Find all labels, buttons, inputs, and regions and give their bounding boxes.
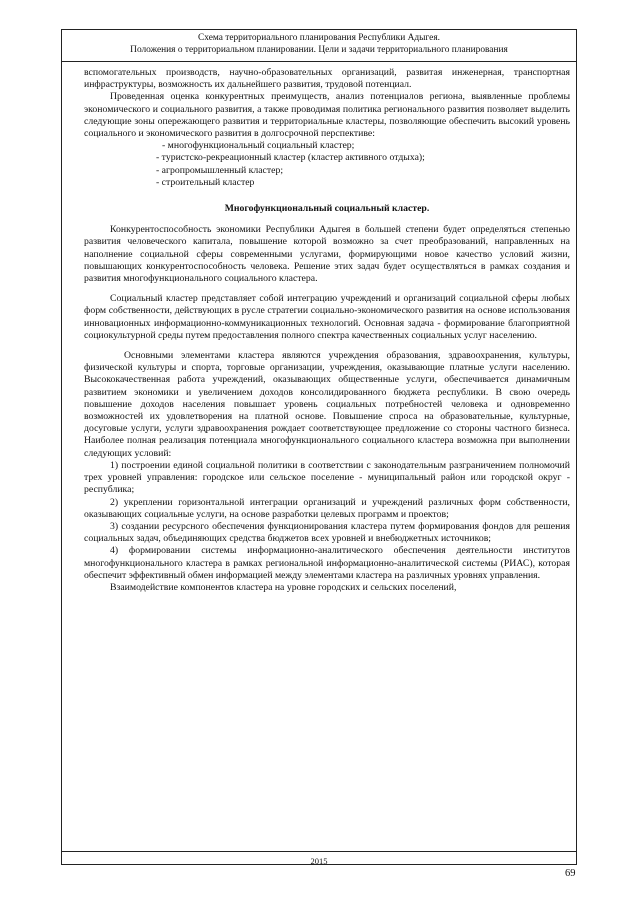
cluster-item: - многофункциональный социальный кластер; xyxy=(162,140,355,152)
paragraph-continuation: вспомогательных производств, научно-образовательных организаций, развитая инженерная, транспортная инфраструктуры, возможность их дальнейшего развития, трудовой потенциал. xyxy=(84,67,570,91)
cluster-item: - строительный кластер xyxy=(156,176,255,188)
paragraph-assessment: Проведенная оценка конкурентных преимуществ, анализ потенциалов региона, выявленные проблемы экономического и социального развития, а также проводимая политика регионального развития позволяет выделить следующие зоны опережающего развития и территориальные кластеры, позволяющие обеспечить высокий уровень социального и экономического развития в долгосрочной перспективе: xyxy=(84,91,570,140)
cluster-item: - агропромышленный кластер; xyxy=(156,164,284,176)
condition-item: 2) укреплении горизонтальной интеграции организаций и учреждений различных форм собственности, оказывающих социальные услуги, на основе разработки целевых программ и проектов; xyxy=(84,496,570,520)
cluster-list xyxy=(84,140,570,189)
header-rule xyxy=(61,61,577,62)
section-heading: Многофункциональный социальный кластер. xyxy=(224,203,430,215)
footer-rule xyxy=(61,851,577,852)
header-line-1: Схема территориального планирования Республики Адыгея. xyxy=(198,33,440,43)
paragraph-elements: Основными элементами кластера являются учреждения образования, здравоохранения, культуры, физической культуры и спорта, торговые организации, учреждения, оказывающие платные услуги населению. Высококачественная работа учреждений, оказывающих общественные услуги, обеспечивается динамичным развитием экономики и увеличением доходов консолидированного бюджета республики. В свою очередь повышение доходов населения повышает уровень социальных потребностей человека и одновременно возможностей их удовлетворения на платной основе. Повышение спроса на образовательные, культурные, досуговые услуги, услуги здравоохранения рождает соответствующее предложение со стороны частного бизнеса. Наиболее полная реализация потенциала многофункционального социального кластера возможна при выполнении следующих условий: xyxy=(84,350,570,459)
condition-item: 1) построении единой социальной политики в соответствии с законодательным разграничением полномочий трех уровней управления: городское или сельское поселение - муниципальный район или городской округ - республика; xyxy=(84,459,570,496)
page-body xyxy=(84,67,570,594)
paragraph-interaction: Взаимодействие компонентов кластера на уровне городских и сельских поселений, xyxy=(110,581,457,593)
running-header xyxy=(61,32,577,56)
cluster-item: - туристско-рекреационный кластер (кластер активного отдыха); xyxy=(156,152,425,164)
condition-item: 3) создании ресурсного обеспечения функционирования кластера путем формирования фондов для решения социальных задач, объединяющих средства бюджетов всех уровней и внебюджетных источников; xyxy=(84,520,570,545)
paragraph-social-cluster: Социальный кластер представляет собой интеграцию учреждений и организаций социальной сферы любых форм собственности, действующих в русле стратегии социально-экономического развития на основе использования инновационных информационно-коммуникационных технологий. Основная задача - формирование благоприятной социокультурной среды путем предоставления полного спектра качественных социальных услуг населению. xyxy=(84,293,570,341)
footer-year: 2015 xyxy=(310,856,328,866)
header-line-2: Положения о территориальном планировании. Цели и задачи территориального планирования xyxy=(130,45,508,55)
condition-item: 4) формировании системы информационно-аналитического обеспечения деятельности институтов многофункционального кластера в рамках региональной информационно-аналитической системы (РИАС), которая обеспечит эффективный обмен информацией между элементами кластера на различных уровнях управления. xyxy=(84,545,570,581)
page-number: 69 xyxy=(565,868,576,879)
paragraph-competitiveness: Конкурентоспособность экономики Республики Адыгея в большей степени будет определяться степенью развития человеческого капитала, повышение которой возможно за счет преобразований, направленных на наполнение социальной сферы современными услугами, формирующими новое качество условий жизни, повышающих конкурентоспособность человека. Решение этих задач будет осуществляться в рамках создания и развития многофункционального социального кластера. xyxy=(84,224,570,285)
